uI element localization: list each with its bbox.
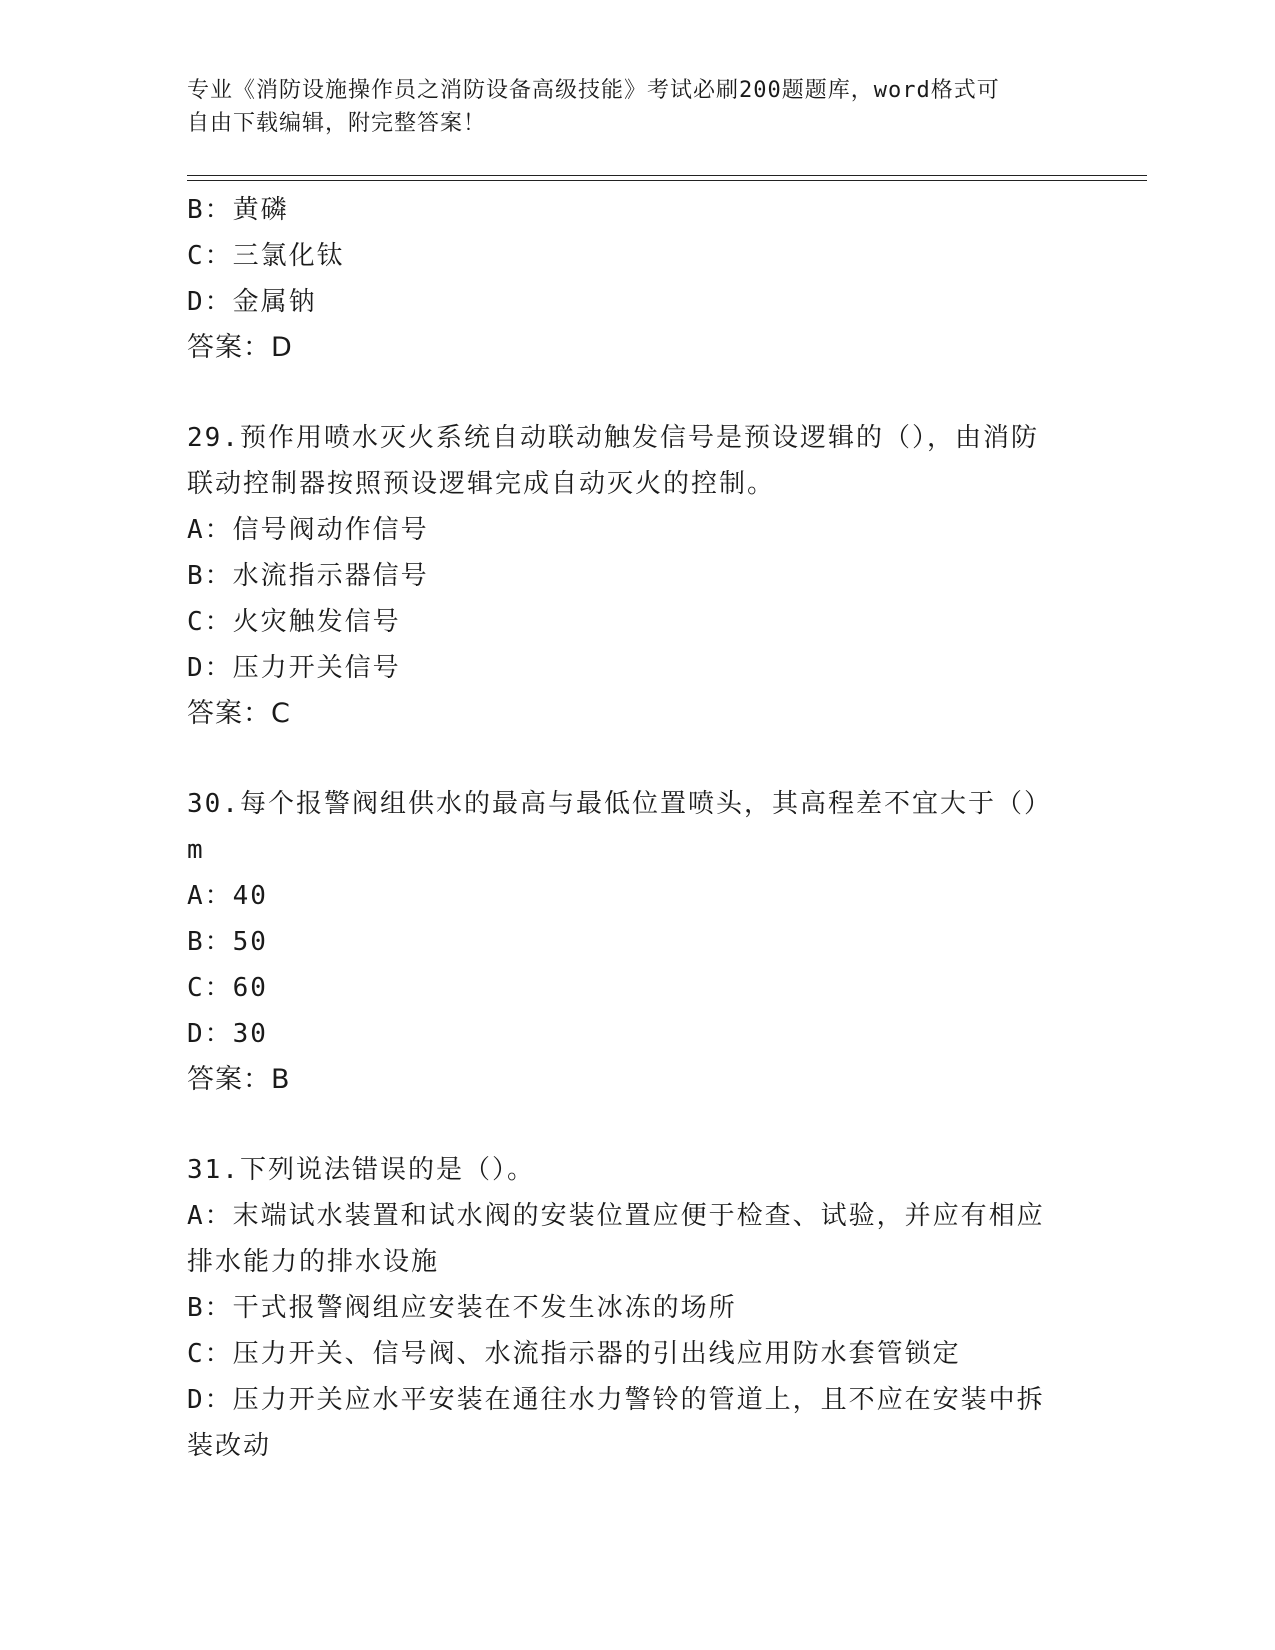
header-rule-bottom bbox=[187, 180, 1147, 181]
answer-line: 答案：D bbox=[187, 332, 293, 363]
answer-line: 答案：B bbox=[187, 1064, 291, 1095]
option-b: B：水流指示器信号 bbox=[187, 561, 429, 591]
option-a: A：末端试水装置和试水阀的安装位置应便于检查、试验，并应有相应 bbox=[187, 1201, 1045, 1231]
question-text: 29.预作用喷水灭火系统自动联动触发信号是预设逻辑的（），由消防 bbox=[187, 423, 1039, 453]
option-c: C：火灾触发信号 bbox=[187, 607, 401, 637]
question-text-cont: m bbox=[187, 835, 205, 865]
question-text: 30.每个报警阀组供水的最高与最低位置喷头，其高程差不宜大于（） bbox=[187, 789, 1052, 819]
option-b: B：干式报警阀组应安装在不发生冰冻的场所 bbox=[187, 1293, 737, 1323]
question-29-block bbox=[187, 415, 1087, 737]
header-line-2: 自由下载编辑，附完整答案！ bbox=[187, 111, 487, 136]
document-header bbox=[187, 74, 1067, 140]
header-line-1: 专业《消防设施操作员之消防设备高级技能》考试必刷200题题库，word格式可 bbox=[187, 78, 1000, 103]
question-30-block bbox=[187, 781, 1087, 1103]
option-d: D：金属钠 bbox=[187, 287, 317, 317]
header-rule-top bbox=[187, 175, 1147, 176]
question-text: 31.下列说法错误的是（）。 bbox=[187, 1155, 535, 1185]
question-content bbox=[187, 187, 1087, 1469]
prev-question-block bbox=[187, 187, 1087, 371]
option-c: C：三氯化钛 bbox=[187, 241, 345, 271]
option-a: A：信号阀动作信号 bbox=[187, 515, 429, 545]
option-d: D：30 bbox=[187, 1019, 268, 1049]
option-c: C：60 bbox=[187, 973, 268, 1003]
option-c: C：压力开关、信号阀、水流指示器的引出线应用防水套管锁定 bbox=[187, 1339, 961, 1369]
option-d: D：压力开关应水平安装在通往水力警铃的管道上，且不应在安装中拆 bbox=[187, 1385, 1045, 1415]
option-b: B：黄磷 bbox=[187, 195, 289, 225]
answer-line: 答案：C bbox=[187, 698, 291, 729]
option-b: B：50 bbox=[187, 927, 268, 957]
option-d: D：压力开关信号 bbox=[187, 653, 401, 683]
option-d-cont: 装改动 bbox=[187, 1431, 272, 1461]
option-a-cont: 排水能力的排水设施 bbox=[187, 1247, 440, 1277]
question-text-cont: 联动控制器按照预设逻辑完成自动灭火的控制。 bbox=[187, 469, 776, 499]
question-31-block bbox=[187, 1147, 1087, 1469]
option-a: A：40 bbox=[187, 881, 268, 911]
